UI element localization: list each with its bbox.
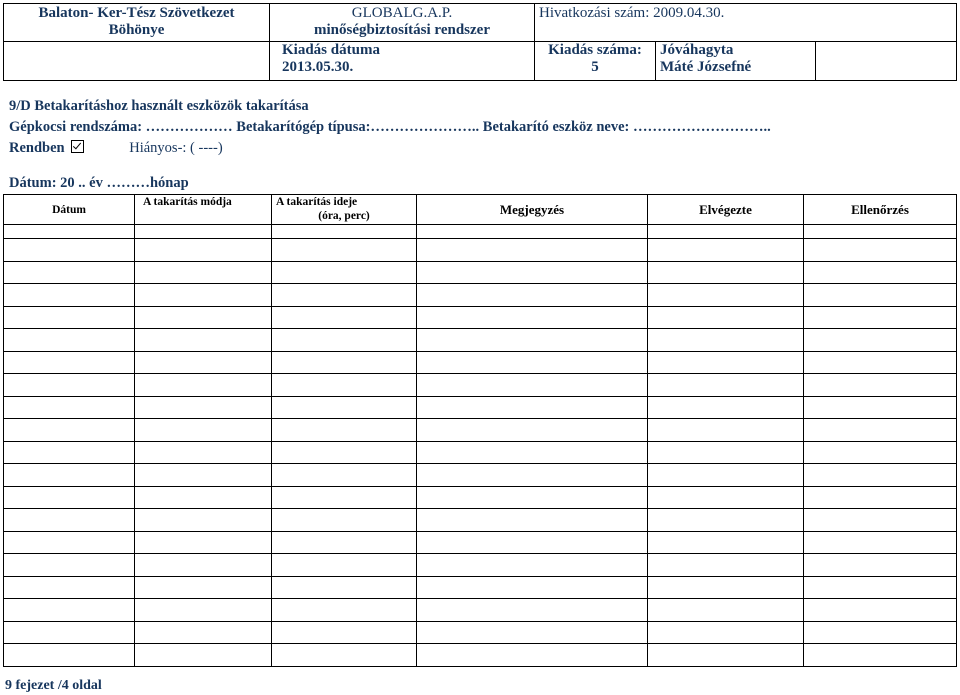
table-cell[interactable] <box>4 599 135 622</box>
table-cell[interactable] <box>272 486 417 509</box>
table-cell[interactable] <box>417 464 648 487</box>
status-line <box>9 139 223 157</box>
organization-cell <box>4 4 270 42</box>
issue-number-label: Kiadás száma: <box>548 42 642 58</box>
table-cell[interactable] <box>272 644 417 667</box>
table-cell[interactable] <box>804 599 957 622</box>
table-cell[interactable] <box>648 239 804 262</box>
table-cell[interactable] <box>804 261 957 284</box>
table-cell[interactable] <box>4 621 135 644</box>
table-cell[interactable] <box>417 554 648 577</box>
table-cell[interactable] <box>4 419 135 442</box>
table-body <box>4 225 957 667</box>
reference-number: Hivatkozási szám: 2009.04.30. <box>539 5 725 21</box>
approved-label: Jóváhagyta <box>660 42 734 58</box>
table-cell[interactable] <box>417 509 648 532</box>
table-cell[interactable] <box>417 225 648 239</box>
table-cell[interactable] <box>4 441 135 464</box>
cleaning-log-table <box>3 194 957 667</box>
table-cell[interactable] <box>648 644 804 667</box>
issue-date-cell <box>270 42 535 81</box>
table-row <box>4 554 957 577</box>
table-cell[interactable] <box>648 486 804 509</box>
table-cell[interactable] <box>417 419 648 442</box>
table-cell[interactable] <box>272 225 417 239</box>
table-cell[interactable] <box>4 554 135 577</box>
table-cell[interactable] <box>648 284 804 307</box>
table-cell[interactable] <box>804 576 957 599</box>
table-cell[interactable] <box>4 225 135 239</box>
table-row <box>4 441 957 464</box>
table-cell[interactable] <box>135 284 272 307</box>
ok-label: Rendben <box>9 140 65 156</box>
table-row <box>4 464 957 487</box>
table-cell[interactable] <box>135 486 272 509</box>
table-cell[interactable] <box>804 486 957 509</box>
table-cell[interactable] <box>804 239 957 262</box>
table-cell[interactable] <box>4 576 135 599</box>
form-title: 9/D Betakarításhoz használt eszközök takarítása <box>9 98 309 114</box>
table-cell[interactable] <box>4 509 135 532</box>
system-title: GLOBALG.A.P. <box>351 5 453 21</box>
table-cell[interactable] <box>804 509 957 532</box>
column-notes: Megjegyzés <box>417 195 648 225</box>
column-duration-unit: (óra, perc) <box>318 210 370 222</box>
column-done-by: Elvégezte <box>648 195 804 225</box>
table-cell[interactable] <box>648 554 804 577</box>
table-cell[interactable] <box>272 419 417 442</box>
table-cell[interactable] <box>417 486 648 509</box>
table-cell[interactable] <box>417 329 648 352</box>
table-cell[interactable] <box>135 441 272 464</box>
table-cell[interactable] <box>272 306 417 329</box>
table-cell[interactable] <box>272 509 417 532</box>
table-cell[interactable] <box>648 396 804 419</box>
table-row <box>4 509 957 532</box>
table-cell[interactable] <box>648 576 804 599</box>
approval-cell <box>656 42 957 81</box>
table-cell[interactable] <box>804 644 957 667</box>
table-cell[interactable] <box>804 464 957 487</box>
issue-number-value: 5 <box>591 59 599 75</box>
table-cell[interactable] <box>417 306 648 329</box>
table-cell[interactable] <box>648 374 804 397</box>
table-row <box>4 239 957 262</box>
table-row <box>4 621 957 644</box>
table-cell[interactable] <box>4 329 135 352</box>
table-cell[interactable] <box>648 621 804 644</box>
table-cell[interactable] <box>648 441 804 464</box>
checked-box-icon <box>71 140 84 153</box>
table-cell[interactable] <box>648 419 804 442</box>
issue-date-value: 2013.05.30. <box>282 59 354 75</box>
table-cell[interactable] <box>4 644 135 667</box>
table-row <box>4 599 957 622</box>
issue-number-cell <box>535 42 656 81</box>
reference-cell <box>535 4 957 42</box>
table-cell[interactable] <box>272 464 417 487</box>
table-cell[interactable] <box>4 464 135 487</box>
table-cell[interactable] <box>135 306 272 329</box>
table-cell[interactable] <box>135 599 272 622</box>
table-cell[interactable] <box>648 225 804 239</box>
table-cell[interactable] <box>272 531 417 554</box>
table-cell[interactable] <box>135 261 272 284</box>
table-cell[interactable] <box>804 441 957 464</box>
date-line: Dátum: 20 .. év ………hónap <box>9 175 189 191</box>
table-cell[interactable] <box>4 374 135 397</box>
table-cell[interactable] <box>804 306 957 329</box>
table-cell[interactable] <box>272 576 417 599</box>
table-cell[interactable] <box>272 329 417 352</box>
table-cell[interactable] <box>135 554 272 577</box>
column-duration-title: A takarítás ideje <box>276 196 358 208</box>
table-row <box>4 396 957 419</box>
table-cell[interactable] <box>272 554 417 577</box>
table-cell[interactable] <box>648 329 804 352</box>
table-cell[interactable] <box>272 374 417 397</box>
table-cell[interactable] <box>4 284 135 307</box>
table-cell[interactable] <box>648 531 804 554</box>
table-cell[interactable] <box>648 261 804 284</box>
table-cell[interactable] <box>135 225 272 239</box>
table-cell[interactable] <box>272 239 417 262</box>
table-row <box>4 644 957 667</box>
table-cell[interactable] <box>135 621 272 644</box>
table-row <box>4 419 957 442</box>
table-cell[interactable] <box>4 396 135 419</box>
table-cell[interactable] <box>417 644 648 667</box>
column-duration <box>272 195 417 225</box>
column-method: A takarítás módja <box>135 195 272 225</box>
table-cell[interactable] <box>804 329 957 352</box>
table-cell[interactable] <box>804 351 957 374</box>
table-cell[interactable] <box>804 374 957 397</box>
table-cell[interactable] <box>135 239 272 262</box>
table-cell[interactable] <box>804 419 957 442</box>
table-cell[interactable] <box>135 576 272 599</box>
table-row <box>4 374 957 397</box>
table-cell[interactable] <box>135 329 272 352</box>
missing-label: Hiányos-: ( ----) <box>129 140 223 156</box>
table-cell[interactable] <box>4 531 135 554</box>
table-cell[interactable] <box>804 621 957 644</box>
table-row <box>4 576 957 599</box>
table-row <box>4 486 957 509</box>
approved-by: Máté Józsefné <box>660 59 752 75</box>
table-cell[interactable] <box>648 599 804 622</box>
table-cell[interactable] <box>417 261 648 284</box>
table-cell[interactable] <box>804 531 957 554</box>
table-cell[interactable] <box>135 464 272 487</box>
table-cell[interactable] <box>804 396 957 419</box>
table-cell[interactable] <box>417 374 648 397</box>
table-cell[interactable] <box>417 531 648 554</box>
table-row <box>4 351 957 374</box>
table-cell[interactable] <box>272 261 417 284</box>
table-cell[interactable] <box>4 306 135 329</box>
blank-cell <box>4 42 270 81</box>
table-cell[interactable] <box>272 284 417 307</box>
table-cell[interactable] <box>135 644 272 667</box>
table-row <box>4 306 957 329</box>
page-footer: 9 fejezet /4 oldal <box>5 678 102 693</box>
table-cell[interactable] <box>417 441 648 464</box>
organization-town: Böhönye <box>108 22 165 38</box>
table-cell[interactable] <box>417 396 648 419</box>
table-cell[interactable] <box>272 351 417 374</box>
table-cell[interactable] <box>648 464 804 487</box>
table-row <box>4 284 957 307</box>
system-subtitle: minőségbiztosítási rendszer <box>314 22 490 38</box>
table-cell[interactable] <box>648 306 804 329</box>
table-cell[interactable] <box>272 621 417 644</box>
system-cell <box>270 4 535 42</box>
table-row <box>4 261 957 284</box>
table-cell[interactable] <box>135 419 272 442</box>
table-row <box>4 531 957 554</box>
table-cell[interactable] <box>417 576 648 599</box>
table-cell[interactable] <box>272 441 417 464</box>
table-cell[interactable] <box>135 531 272 554</box>
table-cell[interactable] <box>417 351 648 374</box>
table-cell[interactable] <box>272 396 417 419</box>
document-header <box>3 3 957 81</box>
table-cell[interactable] <box>4 239 135 262</box>
vehicle-fields-line: Gépkocsi rendszáma: ……………… Betakarítógép típusa:………………….. Betakarító eszköz neve: ……………………….. <box>9 119 771 135</box>
table-cell[interactable] <box>135 374 272 397</box>
table-cell[interactable] <box>272 599 417 622</box>
table-cell[interactable] <box>4 351 135 374</box>
table-cell[interactable] <box>648 509 804 532</box>
issue-date-label: Kiadás dátuma <box>282 42 380 58</box>
table-cell[interactable] <box>804 225 957 239</box>
table-row <box>4 225 957 239</box>
table-cell[interactable] <box>417 239 648 262</box>
table-cell[interactable] <box>4 261 135 284</box>
organization-name: Balaton- Ker-Tész Szövetkezet <box>38 5 235 21</box>
table-cell[interactable] <box>804 284 957 307</box>
table-cell[interactable] <box>135 396 272 419</box>
approval-blank <box>815 42 956 80</box>
table-cell[interactable] <box>135 509 272 532</box>
table-cell[interactable] <box>417 284 648 307</box>
table-cell[interactable] <box>648 351 804 374</box>
table-cell[interactable] <box>4 486 135 509</box>
table-cell[interactable] <box>804 554 957 577</box>
table-row <box>4 329 957 352</box>
table-cell[interactable] <box>417 621 648 644</box>
column-checked: Ellenőrzés <box>804 195 957 225</box>
column-date: Dátum <box>4 195 135 225</box>
table-cell[interactable] <box>135 351 272 374</box>
table-cell[interactable] <box>417 599 648 622</box>
